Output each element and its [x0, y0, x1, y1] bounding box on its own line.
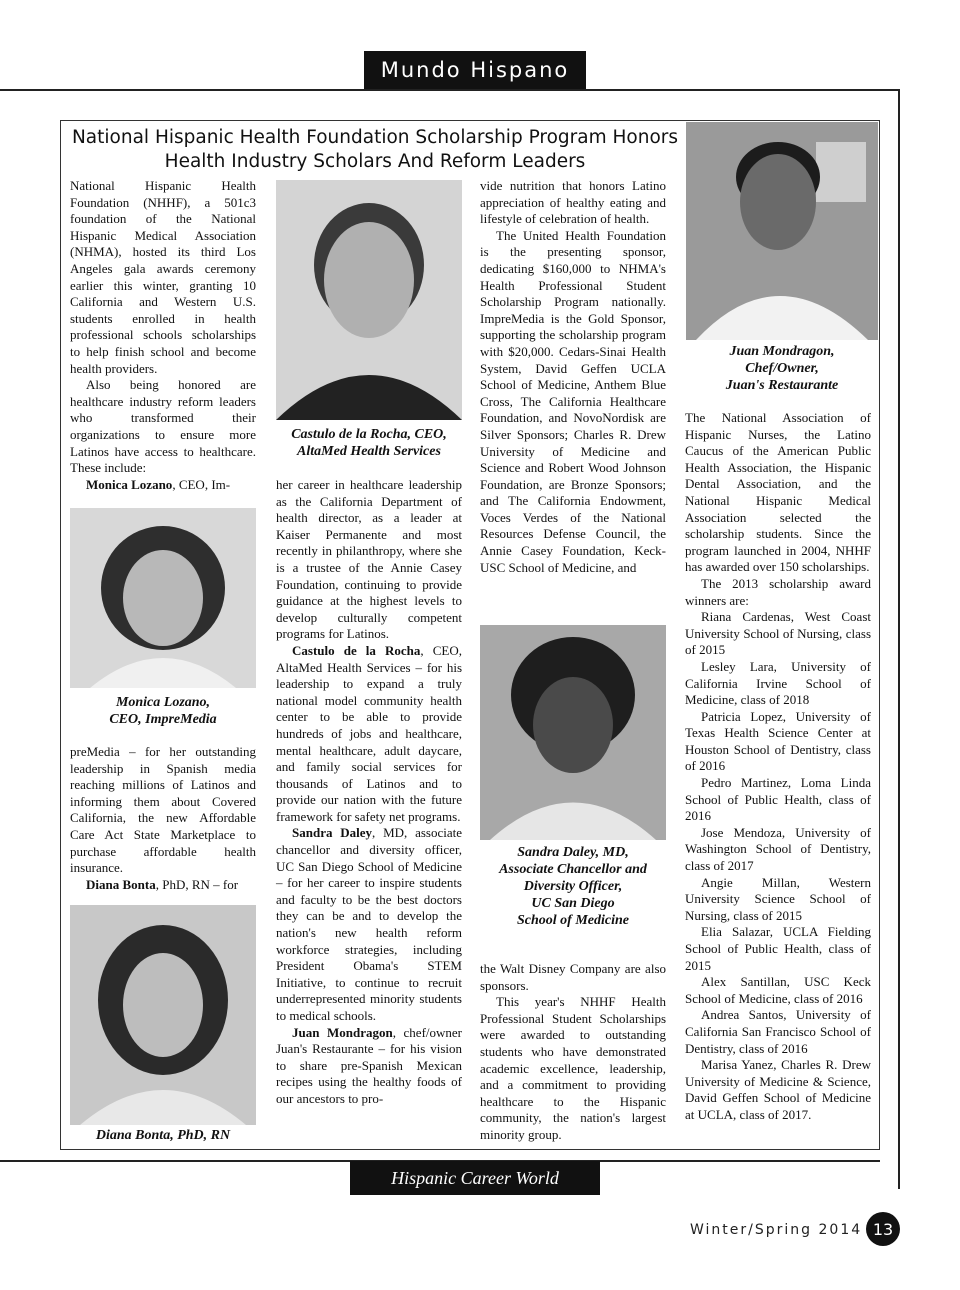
winner-entry: Andrea Santos, University of California San Francisco School of Dentistry, class of 2016 — [685, 1007, 871, 1056]
paragraph: preMedia – for her outstanding leadership in Spanish media reaching millions of Latinos and informing them about Covered California, the new Affordable Care Act State Marketplace to purchase affordable health insurance. — [70, 744, 256, 876]
paragraph — [70, 877, 256, 894]
section-header — [0, 51, 960, 91]
paragraph: vide nutrition that honors Latino appreciation of healthy eating and lifestyle of celebration of health. — [480, 178, 666, 227]
caption-juan-mondragon — [686, 343, 878, 394]
winner-entry: Marisa Yanez, Charles R. Drew University of Medicine & Science, David Geffen School of Medicine at UCLA, class of 2017. — [685, 1057, 871, 1122]
caption-line: School of Medicine — [517, 913, 629, 928]
photo-juan-mondragon — [686, 122, 878, 340]
paragraph: This year's NHHF Health Professional Student Scholarships were awarded to outstanding students who have demonstrated academic excellence, leadership, and a commitment to providing healthcare to the Hispanic community, the nation's largest minority group. — [480, 994, 666, 1142]
photo-sandra-daley — [480, 625, 666, 840]
caption-line: Sandra Daley, MD, — [517, 845, 629, 860]
footer-section-label: Hispanic Career World — [350, 1161, 600, 1195]
paragraph — [276, 643, 462, 826]
header-rule — [0, 89, 900, 91]
paragraph-text: , MD, associate chancellor and diversity officer, UC San Diego School of Medicine – for her career to inspire students and faculty to be the best doctors they can be and to develop the nation's new health reform workforce strategies, including President Obama's STEM Initiative, to continue to recruit underrepresented minority students to medical schools. — [276, 825, 462, 1023]
paragraph-text: , CEO, Im- — [172, 476, 231, 492]
winner-entry: Elia Salazar, UCLA Fielding School of Public Health, class of 2015 — [685, 924, 871, 973]
caption-line: Associate Chancellor and — [499, 862, 647, 877]
article-column-1a — [70, 178, 256, 493]
paragraph-text: , CEO, AltaMed Health Services – for his leadership to expand a truly national model community health center to be able to provide hundreds of jobs and healthcare, mental healthcare, adult daycare, and family social services for thousands of Latinos and to provide our nation with the future framework for safety net programs. — [276, 642, 462, 824]
portrait-photo — [276, 180, 462, 420]
paragraph — [276, 1025, 462, 1108]
paragraph: Also being honored are healthcare industry reform leaders who transformed their organizations to ensure more Latinos have access to healthcare. These include: — [70, 377, 256, 476]
caption-monica-lozano — [70, 694, 256, 728]
paragraph: National Hispanic Health Foundation (NHHF), a 501c3 foundation of the National Hispanic Medical Association (NHMA), hosted its third Los Angeles gala awards ceremony earlier this winter, granting 10 California and Western U.S. students enrolled in health professional schools scholarships to help finish school and become health providers. — [70, 178, 256, 376]
article-column-3a — [480, 178, 666, 576]
headline-line-2: Health Industry Scholars And Reform Leaders — [164, 151, 586, 172]
paragraph: her career in healthcare leadership as the California Department of health director, as a leader at Kaiser Permanente and most recently in philanthropy, where she is a trustee of the Annie Casey Foundation, continuing to provide guidance at the highest levels to develop culturally competent programs for Latinos. — [276, 477, 462, 642]
honoree-name: Monica Lozano — [86, 476, 173, 492]
winner-entry: Angie Millan, Western University Science School of Nursing, class of 2015 — [685, 874, 871, 923]
photo-monica-lozano — [70, 508, 256, 688]
paragraph-text: , PhD, RN – for — [155, 876, 239, 892]
caption-castulo-de-la-rocha — [276, 426, 462, 460]
honoree-name: Sandra Daley — [292, 825, 373, 841]
caption-line: Monica Lozano, — [115, 695, 211, 710]
caption-line: Diversity Officer, — [523, 879, 623, 894]
paragraph: The United Health Foundation is the presenting sponsor, dedicating $160,000 to NHMA's Health Professional Student Scholarship Program nationally. ImpreMedia is the Gold Sponsor, supporting the scholarship program with $20,000. Cedars-Sinai Health System, David Geffen UCLA School of Medicine, Anthem Blue Cross, The California Healthcare Foundation, and NovoNordisk are Silver Sponsors; Charles R. Drew University of Medicine and Science and Robert Wood Johnson Foundation, are Bronze Sponsors; and The California Endowment, Voces Verdes of the National Resources Defense Council, the Annie Casey Foundation, Keck-USC School of Medicine, and — [480, 227, 666, 575]
caption-diana-bonta: Diana Bonta, PhD, RN — [95, 1128, 231, 1143]
article-headline — [70, 126, 680, 174]
winner-entry: Pedro Martinez, Loma Linda School of Public Health, class of 2016 — [685, 775, 871, 824]
winner-entry: Patricia Lopez, University of Texas Health Science Center at Houston School of Dentistry, class of 2016 — [685, 708, 871, 774]
caption-line: Chef/Owner, — [745, 361, 819, 376]
portrait-photo — [70, 905, 256, 1125]
winner-entry: Lesley Lara, University of California Irvine School of Medicine, class of 2018 — [685, 658, 871, 708]
caption-line: AltaMed Health Services — [297, 444, 441, 459]
headline-line-1: National Hispanic Health Foundation Scholarship Program Honors — [71, 127, 679, 148]
honoree-name: Diana Bonta — [86, 876, 156, 892]
article-column-2 — [276, 477, 462, 1108]
paragraph — [70, 477, 256, 494]
caption-line: CEO, ImpreMedia — [109, 712, 217, 727]
portrait-photo — [480, 625, 666, 840]
paragraph: The National Association of Hispanic Nurses, the Latino Caucus of the American Public Health Association, the Hispanic Dental Association, and the National Hispanic Medical Association selected the scholarship students. Since the program launched in 2004, NHHF has awarded over 150 scholarships. — [685, 410, 871, 575]
page-number: 13 — [866, 1212, 900, 1246]
paragraph — [276, 825, 462, 1024]
caption-sandra-daley — [480, 844, 666, 929]
photo-castulo-de-la-rocha — [276, 180, 462, 420]
caption-line: UC San Diego — [531, 896, 615, 911]
paragraph-text: , chef/owner Juan's Restaurante – for his vision to share pre-Spanish Mexican recipes using the healthy foods of our ancestors to pro- — [276, 1024, 462, 1106]
article-column-3b — [480, 961, 666, 1144]
honoree-name: Juan Mondragon — [292, 1024, 393, 1040]
issue-date: Winter/Spring 2014 — [690, 1222, 863, 1238]
winner-entry: Jose Mendoza, University of Washington School of Dentistry, class of 2017 — [685, 824, 871, 874]
caption-line: Juan Mondragon, — [729, 344, 835, 359]
winner-entry: Alex Santillan, USC Keck School of Medicine, class of 2016 — [685, 974, 871, 1006]
header-vertical-rule — [898, 89, 900, 1189]
paragraph: The 2013 scholarship award winners are: — [685, 575, 871, 608]
caption-line: Juan's Restaurante — [725, 378, 839, 393]
section-header-label: Mundo Hispano — [364, 51, 586, 89]
article-column-1b — [70, 744, 256, 893]
portrait-photo — [686, 122, 878, 340]
winner-entry: Riana Cardenas, West Coast University School of Nursing, class of 2015 — [685, 609, 871, 658]
caption-line: Castulo de la Rocha, CEO, — [291, 427, 447, 442]
article-column-4 — [685, 410, 871, 1124]
paragraph: the Walt Disney Company are also sponsors. — [480, 961, 666, 993]
portrait-photo — [70, 508, 256, 688]
photo-diana-bonta — [70, 905, 256, 1125]
honoree-name: Castulo de la Rocha — [292, 642, 421, 658]
